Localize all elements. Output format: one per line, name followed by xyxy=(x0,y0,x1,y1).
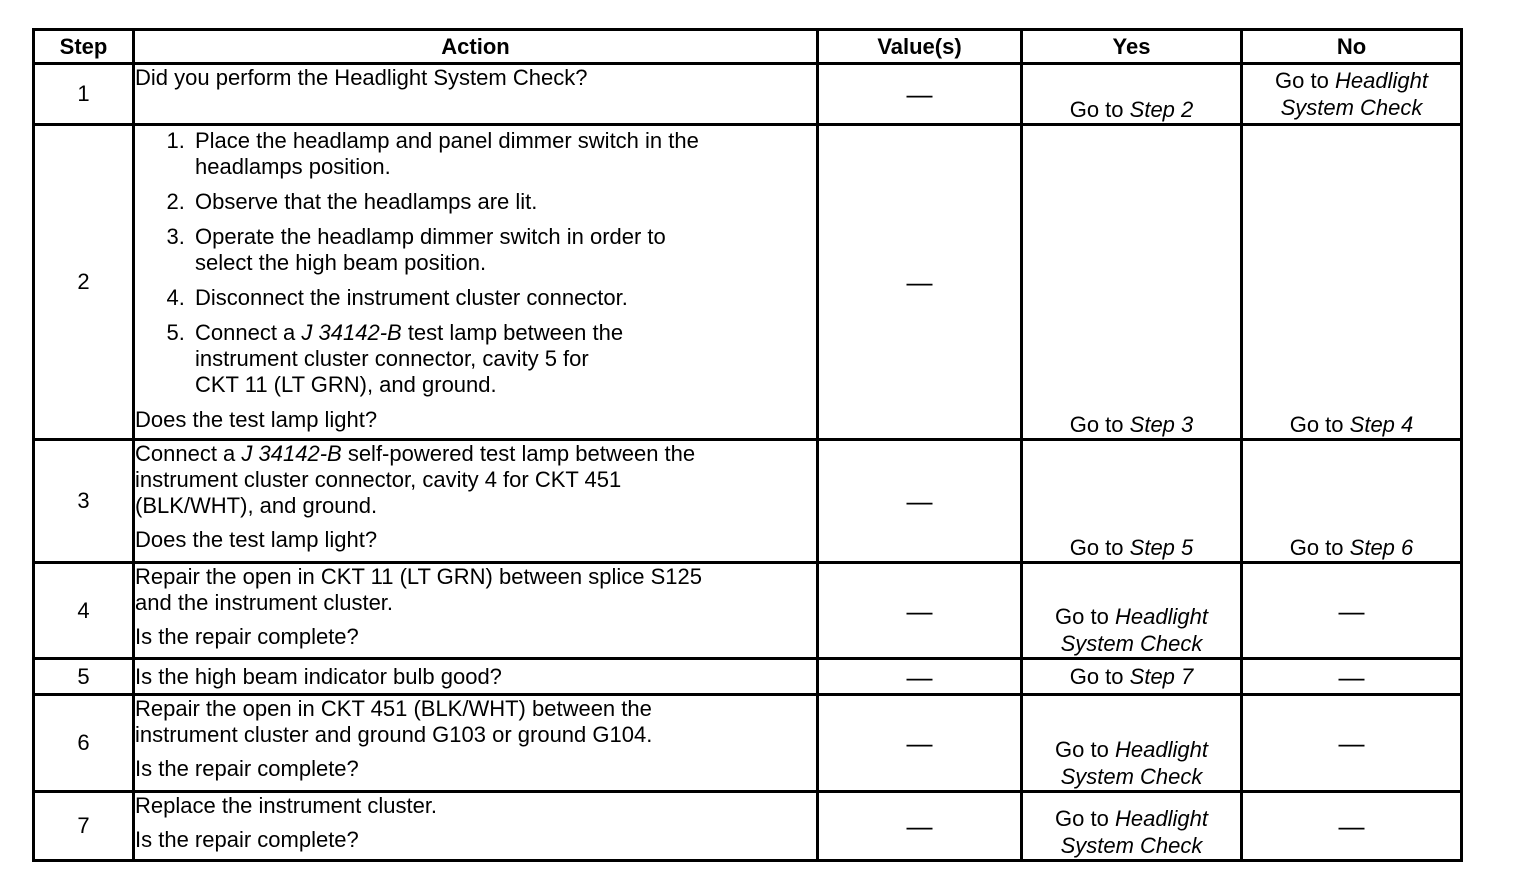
header-values: Value(s) xyxy=(818,30,1022,64)
action-question: Is the repair complete? xyxy=(135,827,359,852)
yes-cell xyxy=(1022,125,1242,440)
header-step: Step xyxy=(34,30,134,64)
list-item: 5. Connect a J 34142-B test lamp between the instrument cluster connector, cavity 5 for CKT 11 (LT GRN), and ground. xyxy=(191,320,816,398)
goto-prefix: Go to xyxy=(1275,68,1329,93)
no-cell xyxy=(1242,125,1462,440)
goto-target: Step 2 xyxy=(1129,97,1194,122)
tool-number: J 34142-B xyxy=(301,320,402,345)
goto-prefix: Go to xyxy=(1055,604,1109,629)
step-number: 6 xyxy=(34,695,134,792)
value-cell: — xyxy=(818,695,1022,792)
goto-target: System Check xyxy=(1060,631,1203,656)
yes-cell xyxy=(1022,64,1242,125)
list-item: 3. Operate the headlamp dimmer switch in order to select the high beam position. xyxy=(191,224,816,276)
goto-prefix: Go to xyxy=(1055,737,1109,762)
diagnostic-table xyxy=(32,28,1463,862)
action-question: Is the repair complete? xyxy=(135,624,359,649)
goto-target: Step 7 xyxy=(1129,663,1194,689)
action-cell xyxy=(134,659,818,695)
list-item: 2. Observe that the headlamps are lit. xyxy=(191,189,816,215)
no-cell: — xyxy=(1242,659,1462,695)
tool-number: J 34142-B xyxy=(241,441,342,466)
goto-target: System Check xyxy=(1280,95,1423,120)
step-number: 5 xyxy=(34,659,134,695)
yes-cell xyxy=(1022,659,1242,695)
goto-target: System Check xyxy=(1060,764,1203,789)
action-text: Connect a J 34142-B self-powered test lamp between the instrument cluster connector, cavity 4 for CKT 451 (BLK/WHT), and ground. xyxy=(135,441,696,518)
goto-target: Step 4 xyxy=(1349,412,1414,437)
action-cell xyxy=(134,792,818,861)
step-number: 7 xyxy=(34,792,134,861)
action-question: Did you perform the Headlight System Check? xyxy=(135,65,588,90)
action-cell xyxy=(134,695,818,792)
table-row xyxy=(34,64,1462,125)
list-item: 1. Place the headlamp and panel dimmer switch in the headlamps position. xyxy=(191,128,816,180)
value-cell: — xyxy=(818,563,1022,659)
no-cell xyxy=(1242,440,1462,563)
step-number: 4 xyxy=(34,563,134,659)
action-cell xyxy=(134,125,818,440)
header-action: Action xyxy=(134,30,818,64)
action-steps-list xyxy=(135,128,816,398)
goto-target: Step 6 xyxy=(1349,535,1414,560)
action-question: Is the repair complete? xyxy=(135,756,359,781)
goto-target: Headlight xyxy=(1114,806,1208,831)
header-row xyxy=(34,30,1462,64)
goto-target: Step 5 xyxy=(1129,535,1194,560)
action-cell xyxy=(134,64,818,125)
step-number: 1 xyxy=(34,64,134,125)
no-cell: — xyxy=(1242,792,1462,861)
goto-target: System Check xyxy=(1060,833,1203,858)
header-no: No xyxy=(1242,30,1462,64)
step-number: 2 xyxy=(34,125,134,440)
action-cell xyxy=(134,440,818,563)
goto-target: Headlight xyxy=(1114,737,1208,762)
table-row xyxy=(34,659,1462,695)
table-row xyxy=(34,695,1462,792)
no-cell xyxy=(1242,64,1462,125)
table-row xyxy=(34,563,1462,659)
action-question: Does the test lamp light? xyxy=(135,407,378,432)
table-row xyxy=(34,792,1462,861)
table-row xyxy=(34,440,1462,563)
table-row xyxy=(34,125,1462,440)
goto-prefix: Go to xyxy=(1069,412,1124,437)
action-text: Repair the open in CKT 451 (BLK/WHT) between the instrument cluster and ground G103 or ground G104. xyxy=(135,696,653,747)
yes-cell xyxy=(1022,792,1242,861)
goto-target: Headlight xyxy=(1334,68,1428,93)
action-text: Replace the instrument cluster. xyxy=(135,793,438,818)
yes-cell xyxy=(1022,563,1242,659)
goto-target: Headlight xyxy=(1114,604,1208,629)
goto-prefix: Go to xyxy=(1069,663,1124,689)
action-text: Repair the open in CKT 11 (LT GRN) between splice S125 and the instrument cluster. xyxy=(135,564,703,615)
value-cell: — xyxy=(818,64,1022,125)
list-item: 4. Disconnect the instrument cluster connector. xyxy=(191,285,816,311)
goto-prefix: Go to xyxy=(1055,806,1109,831)
yes-cell xyxy=(1022,695,1242,792)
goto-prefix: Go to xyxy=(1289,535,1344,560)
yes-cell xyxy=(1022,440,1242,563)
no-cell: — xyxy=(1242,563,1462,659)
action-cell xyxy=(134,563,818,659)
goto-prefix: Go to xyxy=(1069,535,1124,560)
value-cell: — xyxy=(818,792,1022,861)
header-yes: Yes xyxy=(1022,30,1242,64)
goto-prefix: Go to xyxy=(1069,97,1124,122)
goto-target: Step 3 xyxy=(1129,412,1194,437)
no-cell: — xyxy=(1242,695,1462,792)
goto-prefix: Go to xyxy=(1289,412,1344,437)
action-question: Is the high beam indicator bulb good? xyxy=(135,663,502,689)
step-number: 3 xyxy=(34,440,134,563)
value-cell: — xyxy=(818,659,1022,695)
action-question: Does the test lamp light? xyxy=(135,527,378,552)
value-cell: — xyxy=(818,440,1022,563)
value-cell: — xyxy=(818,125,1022,440)
